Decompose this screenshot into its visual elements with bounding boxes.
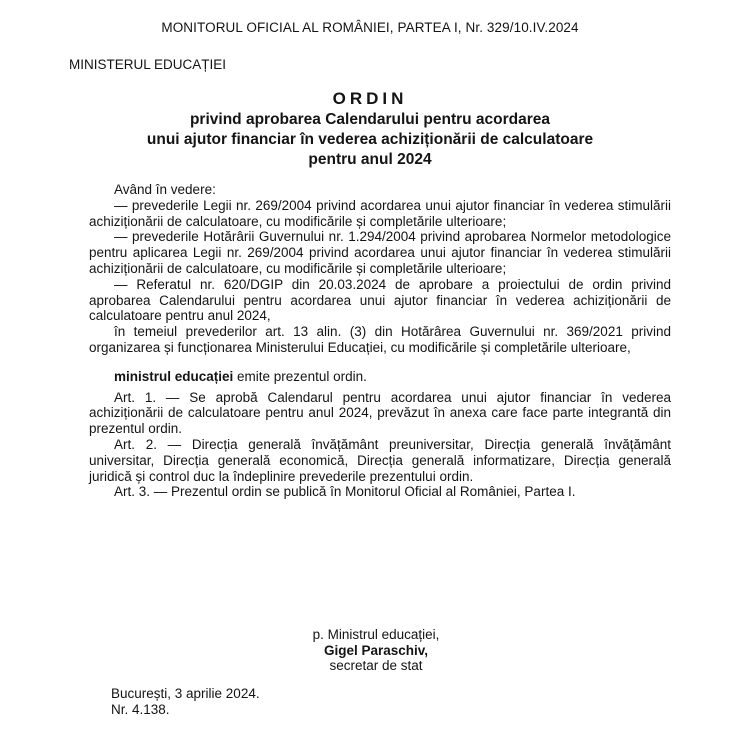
- signatory-name: Gigel Paraschiv,: [323, 642, 429, 658]
- preamble-item-hg: — prevederile Hotărârii Guvernului nr. 1.294/2004 privind aprobarea Normelor metodologice pentru aplicarea Legii nr. 269/2004 privind acordarea unui ajutor financiar în vederea stimulării achiziționării de calculatoare, cu modificările și completările ulterioare;: [89, 229, 671, 276]
- subtitle-line-3: pentru anul 2024: [308, 151, 432, 168]
- enacting-rest: emite prezentul ordin.: [233, 368, 367, 384]
- article-2: Art. 2. — Direcția generală învățământ preuniversitar, Direcția generală învățământ universitar, Direcția generală economică, Direcția generală informatizare, Direcția generală juridică și control duc la îndeplinire prevederile prezentului ordin.: [89, 436, 671, 484]
- signatory-role: secretar de stat: [329, 658, 423, 673]
- subtitle-line-2: unui ajutor financiar în vederea achiziționării de calculatoare: [146, 131, 594, 148]
- preamble-legal-basis: în temeiul prevederilor art. 13 alin. (3) din Hotărârea Guvernului nr. 369/2021 privind organizarea și funcționarea Ministerului Educației, cu modificările și completările ulterioare,: [89, 324, 671, 355]
- article-3: Art. 3. — Prezentul ordin se publică în Monitorul Oficial al României, Partea I.: [114, 484, 576, 500]
- enacting-subject: ministrul educației: [114, 368, 234, 384]
- preamble-item-referat: — Referatul nr. 620/DGIP din 20.03.2024 de aprobare a proiectului de ordin privind aprobarea Calendarului pentru acordarea unui ajutor financiar în vederea achiziționării de calculatoare pentru anul 2024,: [89, 276, 671, 324]
- issuing-ministry: MINISTERUL EDUCAȚIEI: [69, 57, 227, 72]
- document-footer: [111, 686, 260, 718]
- preamble-item-law: — prevederile Legii nr. 269/2004 privind acordarea unui ajutor financiar în vederea stimulării achiziționării de calculatoare, cu modificările și completările ulterioare;: [89, 197, 671, 229]
- spacer: [89, 356, 671, 369]
- gazette-header: MONITORUL OFICIAL AL ROMÂNIEI, PARTEA I, Nr. 329/10.IV.2024: [161, 20, 579, 35]
- document-type-title: ORDIN: [332, 89, 408, 108]
- signature-block: [296, 627, 456, 674]
- enacting-clause: [89, 369, 671, 385]
- order-number: Nr. 4.138.: [111, 702, 170, 717]
- signature-on-behalf: p. Ministrul educației,: [312, 627, 440, 642]
- title-block: [0, 88, 740, 170]
- order-body: [89, 182, 671, 500]
- subtitle-line-1: privind aprobarea Calendarului pentru acordarea: [189, 111, 551, 128]
- article-1: Art. 1. — Se aprobă Calendarul pentru acordarea unui ajutor financiar în vederea achiziționării de calculatoare pentru anul 2024, prevăzut în anexa care face parte integrantă din prezentul ordin.: [89, 389, 671, 437]
- place-and-date: București, 3 aprilie 2024.: [111, 686, 260, 701]
- preamble-intro: Având în vedere:: [114, 182, 216, 197]
